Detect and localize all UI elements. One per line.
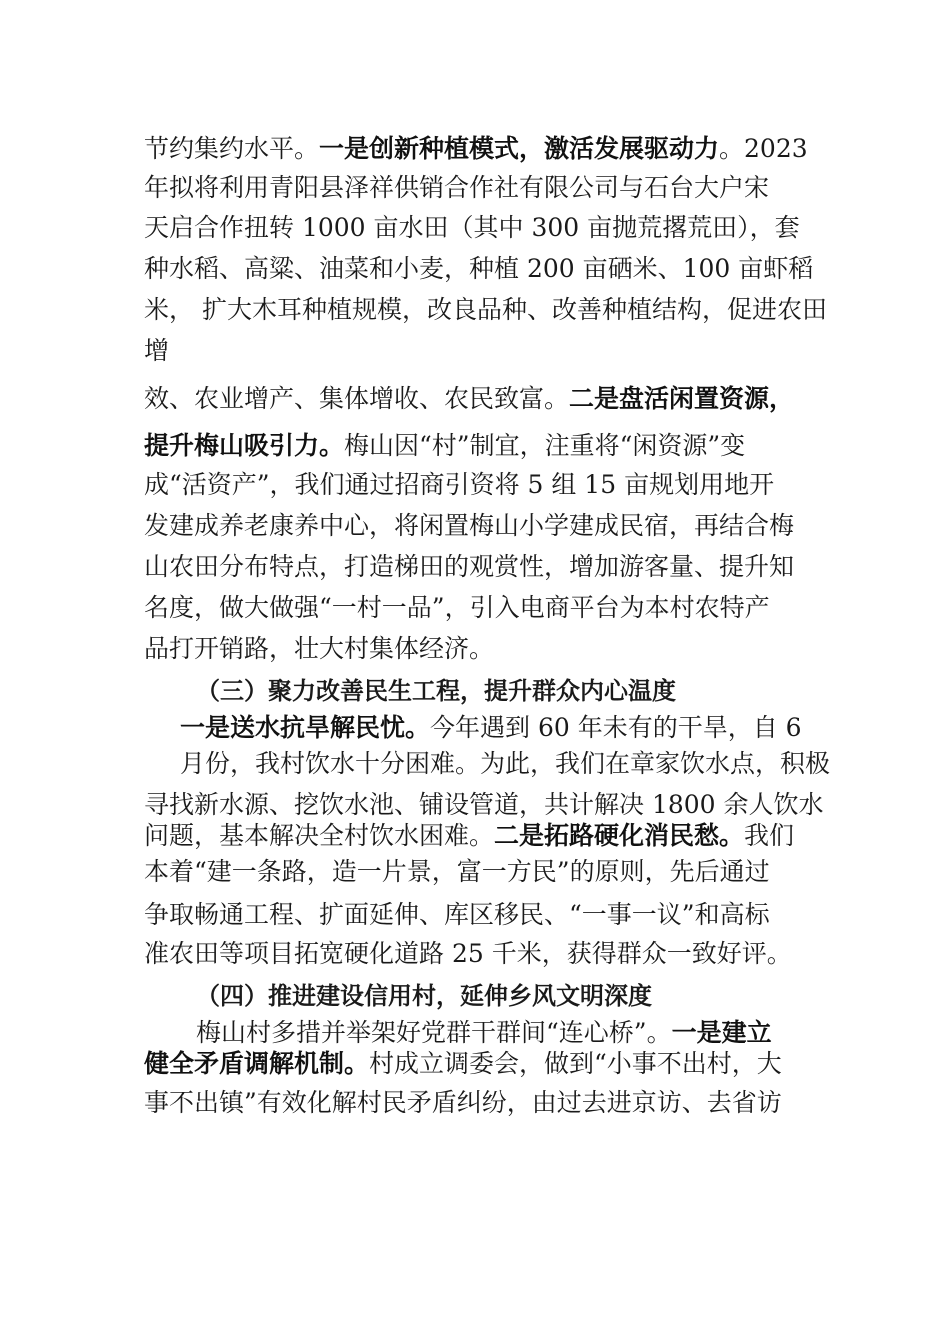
paragraph-line: 月份，我村饮水十分困难。为此，我们在章家饮水点，积极 xyxy=(180,749,831,778)
paragraph-line: 发建成养老康养中心，将闲置梅山小学建成民宿，再结合梅 xyxy=(144,511,795,540)
paragraph-line: 种水稻、高粱、油菜和小麦，种植 200 亩硒米、100 亩虾稻 xyxy=(144,254,814,283)
bold-heading: 一是建立 xyxy=(671,1018,772,1047)
paragraph-line: 事不出镇”有效化解村民矛盾纠纷，由过去进京访、去省访 xyxy=(144,1088,782,1117)
paragraph-line: 争取畅通工程、扩面延伸、库区移民、“一事一议”和高标 xyxy=(144,900,770,929)
bold-heading: 二是盘活闲置资源， xyxy=(569,384,795,413)
paragraph-line: 一是送水抗旱解民忧。今年遇到 60 年未有的干旱，自 6 xyxy=(0,710,950,746)
paragraph-line: 品打开销路，壮大村集体经济。 xyxy=(144,634,495,663)
paragraph-line: 问题，基本解决全村饮水困难。二是拓路硬化消民愁。我们 xyxy=(0,818,950,854)
paragraph-line: 节约集约水平。一是创新种植模式，激活发展驱动力。2023 xyxy=(0,131,950,167)
paragraph-line: 本着“建一条路，造一片景，富一方民”的原则，先后通过 xyxy=(144,857,770,886)
paragraph-line: 增 xyxy=(144,336,170,365)
bold-heading: 一是创新种植模式，激活发展驱动力 xyxy=(319,134,720,163)
bold-heading: 提升梅山吸引力。 xyxy=(144,431,345,460)
bold-heading: 一是送水抗旱解民忧。 xyxy=(180,713,431,742)
paragraph-line: 效、农业增产、集体增收、农民致富。二是盘活闲置资源， xyxy=(0,381,950,417)
paragraph-line: 梅山村多措并举架好党群干群间“连心桥”。一是建立 xyxy=(0,1015,950,1051)
paragraph-line: 名度，做大做强“一村一品”，引入电商平台为本村农特产 xyxy=(144,593,770,622)
bold-heading: 二是拓路硬化消民愁。 xyxy=(494,821,745,850)
bold-heading: 健全矛盾调解机制。 xyxy=(144,1049,370,1078)
section-heading: （三）聚力改善民生工程，提升群众内心温度 xyxy=(196,676,676,705)
paragraph-line: 寻找新水源、挖饮水池、铺设管道，共计解决 1800 余人饮水 xyxy=(144,790,824,819)
paragraph-line: 成“活资产”，我们通过招商引资将 5 组 15 亩规划用地开 xyxy=(144,470,775,499)
paragraph-line: 准农田等项目拓宽硬化道路 25 千米，获得群众一致好评。 xyxy=(144,939,792,968)
section-heading: （四）推进建设信用村，延伸乡风文明深度 xyxy=(196,981,652,1010)
paragraph-line: 年拟将利用青阳县泽祥供销合作社有限公司与石台大户宋 xyxy=(144,173,770,202)
paragraph-line: 健全矛盾调解机制。村成立调委会，做到“小事不出村，大 xyxy=(0,1046,950,1082)
paragraph-line: 山农田分布特点，打造梯田的观赏性，增加游客量、提升知 xyxy=(144,552,795,581)
paragraph-line: 米， 扩大木耳种植规模，改良品种、改善种植结构，促进农田 xyxy=(144,295,827,324)
paragraph-line: 提升梅山吸引力。梅山因“村”制宜，注重将“闲资源”变 xyxy=(0,428,950,464)
paragraph-line: 天启合作扭转 1000 亩水田（其中 300 亩抛荒撂荒田），套 xyxy=(144,213,800,242)
